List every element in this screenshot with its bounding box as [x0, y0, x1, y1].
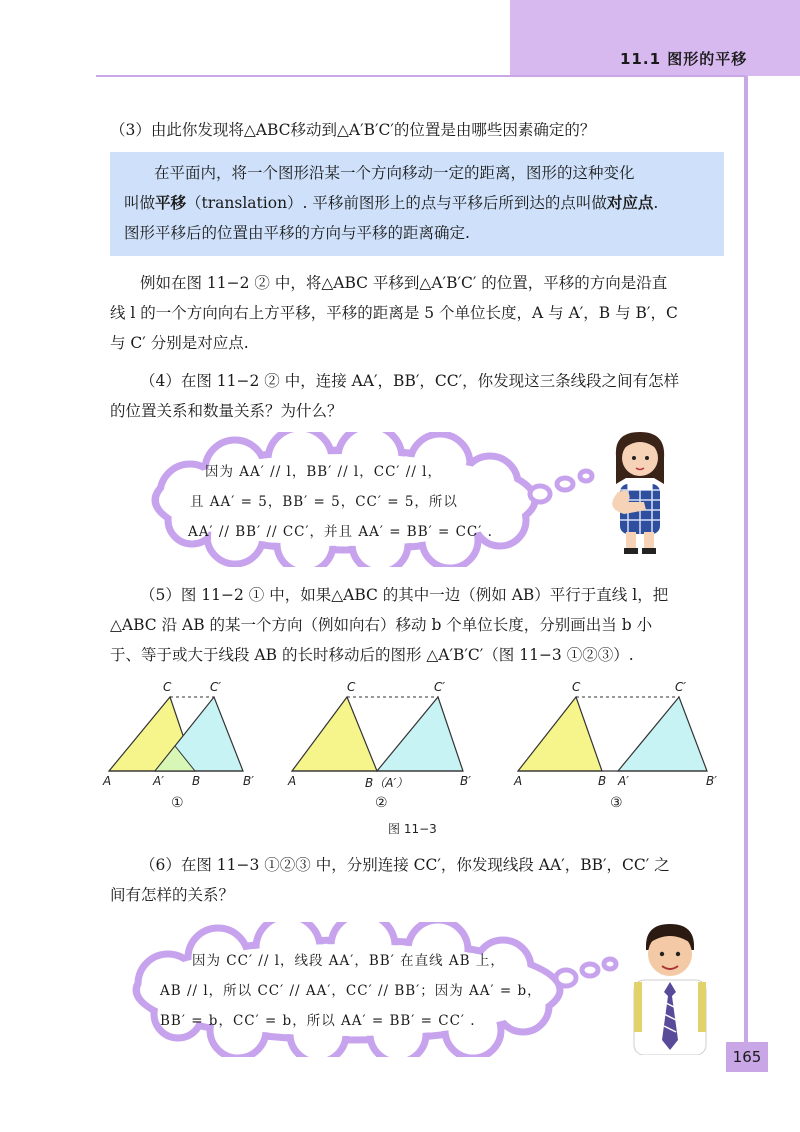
label-a-prime: A′ — [153, 774, 164, 788]
panel-number-1: ① — [171, 795, 184, 811]
cloud-2-line-1: 因为 CC′ // l，线段 AA′，BB′ 在直线 AB 上， — [192, 953, 505, 969]
cloud-1-line-3: AA′ // BB′ // CC′，并且 AA′ = BB′ = CC′ . — [188, 524, 493, 540]
question-6 — [110, 850, 730, 910]
example-paragraph — [110, 268, 730, 358]
question-4-line-1: （4）在图 11−2 ② 中，连接 AA′，BB′，CC′，你发现这三条线段之间有怎样 — [140, 372, 680, 390]
label-b: B — [598, 774, 607, 788]
figure-caption: 图 11−3 — [388, 822, 437, 836]
term-translation: 平移 — [155, 194, 187, 212]
question-4-line-2: 的位置关系和数量关系？为什么？ — [110, 402, 343, 420]
label-b-prime: B′ — [243, 774, 254, 788]
question-6-line-2: 间有怎样的关系？ — [110, 886, 235, 904]
cloud-2-line-2: AB // l，所以 CC′ // AA′，CC′ // BB′；因为 AA′ = b， — [160, 983, 542, 999]
label-c-prime: C′ — [675, 680, 687, 694]
figure-11-3-diagram — [95, 676, 735, 806]
header-rule — [96, 75, 746, 77]
girl-illustration — [598, 428, 682, 556]
term-corresponding-point: 对应点 — [606, 194, 654, 212]
label-c: C — [347, 680, 356, 694]
label-c-prime: C′ — [434, 680, 446, 694]
section-title: 11.1 图形的平移 — [620, 50, 748, 68]
example-line-1: 例如在图 11−2 ② 中，将△ABC 平移到△A′B′C′ 的位置，平移的方向是沿直 — [140, 274, 668, 292]
panel-number-2: ② — [375, 795, 388, 811]
figure-panel-3 — [518, 697, 707, 771]
question-5-line-2: △ABC 沿 AB 的某一个方向（例如向右）移动 b 个单位长度，分别画出当 b 小 — [110, 616, 653, 634]
definition-text: . — [653, 194, 659, 212]
figure-panel-1 — [109, 697, 243, 771]
boy-illustration — [620, 920, 720, 1055]
example-line-3: 与 C′ 分别是对应点. — [110, 334, 249, 352]
definition-line-3: 图形平移后的位置由平移的方向与平移的距离确定. — [124, 224, 470, 242]
label-c: C — [163, 680, 172, 694]
definition-box — [110, 152, 724, 256]
question-5-line-3: 于、等于或大于线段 AB 的长时移动后的图形 △A′B′C′（图 11−3 ①②③）. — [110, 646, 634, 664]
panel-number-3: ③ — [610, 795, 623, 811]
label-b-a-prime: B（A′） — [365, 776, 409, 790]
cloud-1-line-1: 因为 AA′ // l，BB′ // l，CC′ // l， — [205, 464, 442, 480]
question-6-line-1: （6）在图 11−3 ①②③ 中，分别连接 CC′，你发现线段 AA′，BB′，CC′ 之 — [140, 856, 670, 874]
definition-text: （translation）. 平移前图形上的点与平移后所到达的点叫做 — [186, 194, 607, 212]
question-5 — [110, 580, 730, 670]
triangle-a2b2c2-3 — [618, 697, 707, 771]
label-a: A — [288, 774, 297, 788]
definition-line-1: 在平面内，将一个图形沿某一个方向移动一定的距离，图形的这种变化 — [154, 164, 635, 182]
label-a: A — [514, 774, 523, 788]
label-c: C — [572, 680, 581, 694]
definition-text: 叫做 — [124, 194, 156, 212]
page-number: 165 — [726, 1042, 768, 1072]
question-4 — [110, 366, 730, 426]
label-c-prime: C′ — [210, 680, 222, 694]
cloud-2-line-3: BB′ = b，CC′ = b，所以 AA′ = BB′ = CC′ . — [160, 1013, 476, 1029]
cloud-1-line-2: 且 AA′ = 5，BB′ = 5，CC′ = 5，所以 — [190, 494, 458, 510]
label-b-prime: B′ — [706, 774, 717, 788]
figure-panel-2 — [292, 697, 463, 771]
label-a: A — [103, 774, 112, 788]
triangle-abc-2 — [292, 697, 377, 771]
triangle-a2b2c2-2 — [377, 697, 463, 771]
page-side-bar — [744, 76, 748, 1042]
definition-line-2 — [124, 188, 710, 218]
question-5-line-1: （5）图 11−2 ① 中，如果△ABC 的其中一边（例如 AB）平行于直线 l，把 — [140, 586, 669, 604]
label-b: B — [192, 774, 201, 788]
example-line-2: 线 l 的一个方向向右上方平移，平移的距离是 5 个单位长度，A 与 A′，B 与 B′，C — [110, 304, 678, 322]
label-b-prime: B′ — [460, 774, 471, 788]
triangle-abc-3 — [518, 697, 602, 771]
label-a-prime: A′ — [618, 774, 629, 788]
question-3: （3）由此你发现将△ABC移动到△A′B′C′的位置是由哪些因素确定的？ — [110, 121, 596, 139]
